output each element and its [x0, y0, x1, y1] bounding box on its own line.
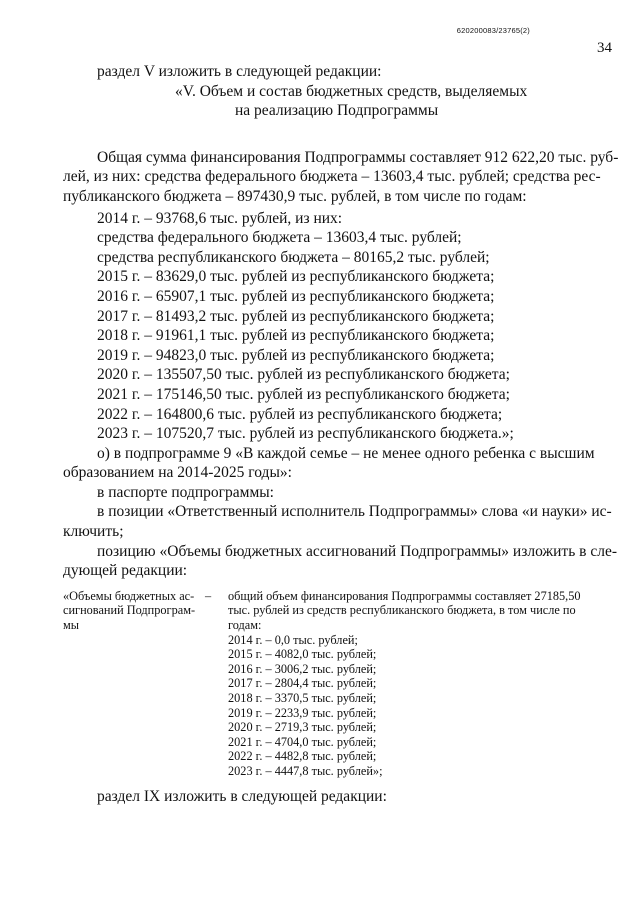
volumes-line-cont: дующей редакции: [63, 562, 188, 580]
table-year-line: 2020 г. – 2719,3 тыс. рублей; [228, 720, 377, 735]
table-year-line: 2018 г. – 3370,5 тыс. рублей; [228, 691, 377, 705]
table-label-line: «Объемы бюджетных ас- [63, 588, 195, 603]
table-label-line: мы [63, 618, 80, 633]
year-line: 2014 г. – 93768,6 тыс. рублей, из них: [97, 209, 343, 227]
table-year-line: 2023 г. – 4447,8 тыс. рублей»; [228, 763, 383, 778]
table-year-line: 2019 г. – 2233,9 тыс. рублей; [228, 705, 377, 720]
document-id: 620200083/23765(2) [456, 26, 530, 35]
year-line: 2023 г. – 107520,7 тыс. рублей из республиканского бюджета.»; [97, 425, 514, 443]
table-dash: – [205, 588, 212, 603]
table-value-cell [228, 589, 611, 779]
subprogram9-line: о) в подпрограмме 9 «В каждой семье – не менее одного ребенка с высшим [97, 444, 595, 462]
table-value-line: тыс. рублей из средств республиканского бюджета, в том числе по [228, 603, 576, 618]
table-year-line: 2014 г. – 0,0 тыс. рублей; [228, 632, 358, 647]
position-line-cont: ключить; [63, 523, 124, 541]
page-number: 34 [597, 40, 612, 56]
table-year-line: 2015 г. – 4082,0 тыс. рублей; [228, 647, 377, 662]
table-year-line: 2021 г. – 4704,0 тыс. рублей; [228, 734, 377, 749]
position-line: в позиции «Ответственный исполнитель Подпрограммы» слова «и науки» ис- [97, 503, 612, 521]
table-year-line: 2022 г. – 4482,8 тыс. рублей; [228, 749, 377, 764]
year-line: 2015 г. – 83629,0 тыс. рублей из республиканского бюджета; [97, 268, 495, 286]
year-line: средства федерального бюджета – 13603,4 тыс. рублей; [97, 229, 462, 247]
year-line: средства республиканского бюджета – 80165,2 тыс. рублей; [97, 248, 490, 266]
budget-table [63, 583, 611, 779]
document-body [63, 62, 619, 806]
table-year-line: 2017 г. – 2804,4 тыс. рублей; [228, 676, 377, 691]
passport-line: в паспорте подпрограммы: [97, 483, 274, 501]
table-label-cell [63, 589, 199, 633]
table-year-line: 2016 г. – 3006,2 тыс. рублей; [228, 661, 377, 676]
year-line: 2021 г. – 175146,50 тыс. рублей из республиканского бюджета; [97, 385, 510, 403]
table-label-line: сигнований Подпрограм- [63, 603, 196, 618]
year-line: 2022 г. – 164800,6 тыс. рублей из республиканского бюджета; [97, 405, 503, 423]
subprogram9-line-cont: образованием на 2014-2025 годы»: [63, 464, 292, 482]
financing-line: лей, из них: средства федерального бюджета – 13603,4 тыс. рублей; средства рес- [63, 168, 601, 186]
year-line: 2019 г. – 94823,0 тыс. рублей из республиканского бюджета; [97, 346, 495, 364]
section-v-title: «V. Объем и состав бюджетных средств, выделяемых [175, 82, 528, 100]
table-value-line: общий объем финансирования Подпрограммы составляет 27185,50 [228, 588, 581, 603]
year-line: 2018 г. – 91961,1 тыс. рублей из республиканского бюджета; [97, 327, 495, 345]
year-line: 2017 г. – 81493,2 тыс. рублей из республиканского бюджета; [97, 307, 495, 325]
year-line: 2016 г. – 65907,1 тыс. рублей из республиканского бюджета; [97, 287, 495, 305]
year-line: 2020 г. – 135507,50 тыс. рублей из республиканского бюджета; [97, 366, 510, 384]
section-v-intro: раздел V изложить в следующей редакции: [97, 63, 382, 80]
section-v-title-cont: на реализацию Подпрограммы [235, 102, 439, 120]
financing-line: Общая сумма финансирования Подпрограммы составляет 912 622,20 тыс. руб- [97, 148, 619, 166]
volumes-line: позицию «Объемы бюджетных ассигнований Подпрограммы» изложить в сле- [97, 542, 617, 560]
section-ix-intro: раздел IX изложить в следующей редакции: [97, 787, 387, 805]
table-value-line: годам: [228, 618, 262, 633]
financing-line: публиканского бюджета – 897430,9 тыс. рублей, в том числе по годам: [63, 187, 527, 205]
